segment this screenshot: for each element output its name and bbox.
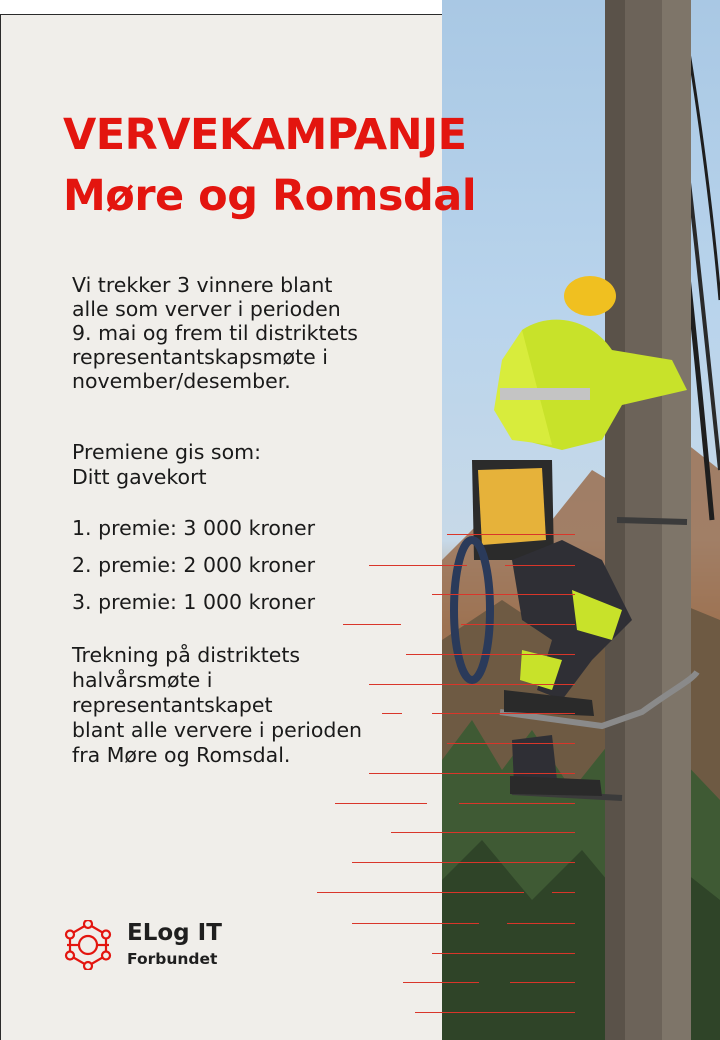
logo-subtitle: Forbundet	[127, 950, 218, 968]
decorative-line	[432, 713, 575, 714]
prize-item: 1. premie: 3 000 kroner	[72, 516, 316, 540]
draw-line: fra Møre og Romsdal.	[72, 743, 291, 767]
decorative-line	[432, 594, 575, 595]
decorative-line	[391, 832, 575, 833]
lineworker-climbing-pole-photo	[442, 0, 720, 1040]
decorative-line	[343, 624, 401, 625]
lineworker-photo	[442, 0, 720, 1040]
intro-line: Vi trekker 3 vinnere blant	[72, 273, 333, 297]
network-hexagon-icon	[63, 920, 113, 970]
campaign-title: VERVEKAMPANJE	[63, 110, 467, 160]
campaign-region: Møre og Romsdal	[63, 171, 477, 221]
draw-line: halvårsmøte i	[72, 668, 213, 692]
draw-line: Trekning på distriktets	[72, 643, 301, 667]
decorative-line	[352, 862, 575, 863]
decorative-line	[447, 743, 575, 744]
draw-line: blant alle ververe i perioden	[72, 718, 363, 742]
intro-line: 9. mai og frem til distriktets	[72, 321, 358, 345]
decorative-line	[552, 892, 575, 893]
prize-intro-line: Premiene gis som:	[72, 440, 261, 464]
decorative-line	[459, 803, 575, 804]
draw-line: representantskapet	[72, 693, 273, 717]
intro-line: alle som verver i perioden	[72, 297, 341, 321]
decorative-line	[335, 803, 427, 804]
decorative-line	[382, 713, 402, 714]
decorative-line	[507, 923, 575, 924]
logo-name: ELog IT	[127, 920, 222, 946]
decorative-line	[432, 953, 575, 954]
decorative-line	[447, 534, 575, 535]
prize-item: 2. premie: 2 000 kroner	[72, 553, 316, 577]
prize-item: 3. premie: 1 000 kroner	[72, 590, 316, 614]
intro-line: november/desember.	[72, 369, 291, 393]
decorative-line	[317, 892, 524, 893]
prize-intro-line: Ditt gavekort	[72, 465, 207, 489]
decorative-line	[510, 982, 575, 983]
decorative-line	[369, 565, 467, 566]
decorative-line	[369, 684, 575, 685]
decorative-line	[505, 565, 575, 566]
decorative-line	[352, 923, 479, 924]
decorative-line	[406, 654, 575, 655]
decorative-line	[415, 1012, 575, 1013]
decorative-line	[403, 982, 479, 983]
intro-line: representantskapsmøte i	[72, 345, 328, 369]
decorative-line	[461, 624, 575, 625]
decorative-line	[369, 773, 575, 774]
